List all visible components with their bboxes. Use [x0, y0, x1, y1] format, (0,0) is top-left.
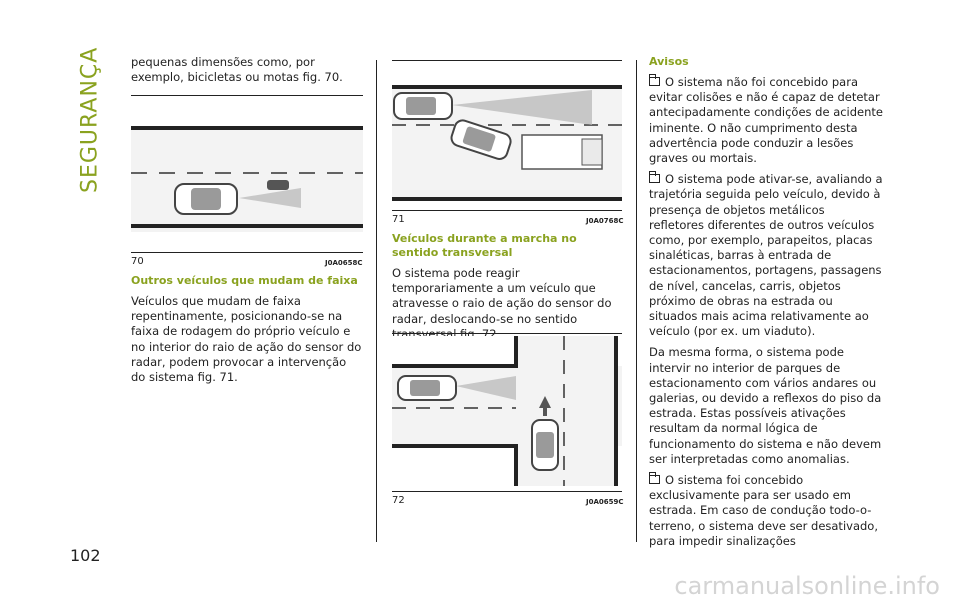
warning-icon [649, 77, 660, 86]
heading-transverse: Veículos durante a marcha no sentido transversal [392, 232, 577, 259]
fig72-code: J0A0659C [586, 498, 624, 506]
warning-1: O sistema não foi concebido para evitar colisões e não é capaz de detetar antecipadamente condições de acidente iminente. O não cumprimento desta advertência pode conduzir a lesões graves ou mortais. [649, 75, 884, 166]
column-divider [376, 60, 377, 542]
divider [131, 95, 363, 96]
fig71-rule [392, 210, 622, 211]
col1-intro [131, 55, 363, 91]
col1-body [131, 274, 363, 391]
heading-lane-change: Outros veículos que mudam de faixa [131, 274, 358, 287]
fig71-code: J0A0768C [586, 217, 624, 225]
warning-3: O sistema foi concebido exclusivamente para ser usado em estrada. Em caso de condução todo-o-terreno, o sistema deve ser desativado, para impedir sinalizações [649, 473, 878, 548]
motorcycle-icon [267, 180, 289, 190]
heading-warnings: Avisos [649, 55, 689, 68]
intro-text: pequenas dimensões como, por exemplo, bicicletas ou motas fig. 70. [131, 55, 343, 85]
column-divider [636, 60, 637, 542]
fig71-top-rule [392, 60, 622, 61]
parking-text: Da mesma forma, o sistema pode intervir no interior de parques de estacionamento com vários andares ou galerias, ou devido a reflexos do piso da estrada. Estas possíveis ativações resultam da normal lógica de funcionamento do sistema e não devem ser interpretadas como anomalias. [649, 345, 882, 466]
car-icon [175, 184, 237, 214]
warning-icon [649, 475, 660, 484]
figure-70 [131, 118, 363, 242]
figure-71 [392, 85, 622, 201]
warning-2: O sistema pode ativar-se, avaliando a trajetória seguida pelo veículo, devido à presença de objetos metálicos refletores diferentes de outros veículos como, por exemplo, parapeitos, placas sinaléticas, barras à entrada de estacionamentos, portagens, passagens de nível, cancelas, carris, objetos próximo de obras na estrada ou situados mais acima relativamente ao veículo (por ex. um viaduto). [649, 172, 883, 339]
fig72-rule [392, 491, 622, 492]
section-title: SEGURANÇA [77, 46, 103, 194]
col2-body [392, 232, 624, 348]
fig71-number: 71 [392, 214, 405, 225]
col3-body [649, 55, 883, 555]
fig72-number: 72 [392, 495, 405, 506]
fig70-rule [131, 252, 363, 253]
fig70-number: 70 [131, 256, 144, 267]
watermark: carmanualsonline.info [674, 572, 940, 600]
fig70-code: J0A0658C [325, 259, 363, 267]
warning-icon [649, 174, 660, 183]
lane-change-text: Veículos que mudam de faixa repentinamente, posicionando-se na faixa de rodagem do próprio veículo e no interior do raio de ação do sensor do radar, podem provocar a intervenção do sistema fig. 71. [131, 294, 362, 385]
page-number: 102 [70, 546, 101, 565]
divider [392, 333, 622, 334]
figure-72 [392, 336, 622, 486]
transverse-text: O sistema pode reagir temporariamente a um veículo que atravesse o raio de ação do sensor do radar, deslocando-se no sentido [392, 266, 612, 326]
